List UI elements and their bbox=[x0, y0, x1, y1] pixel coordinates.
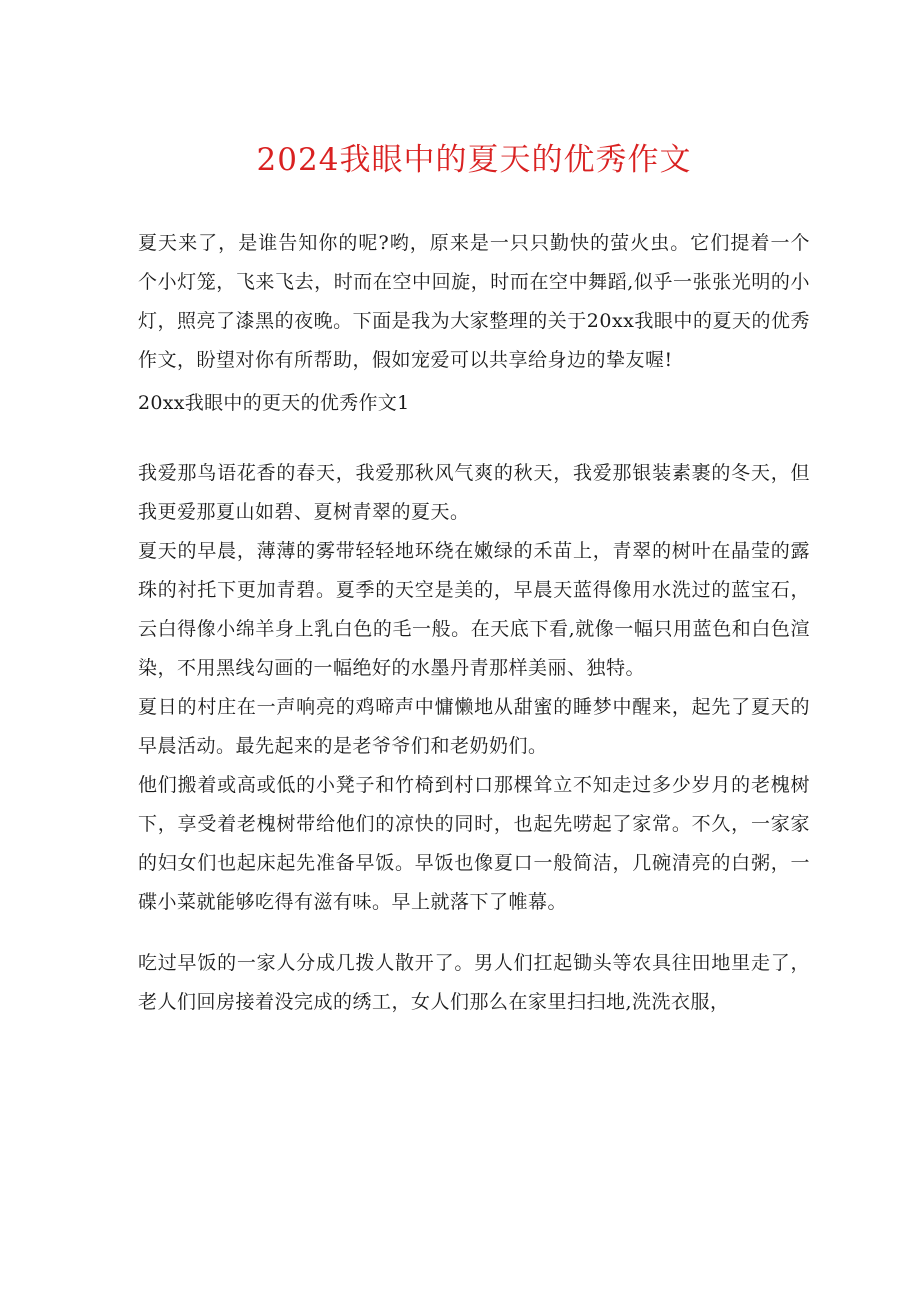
body-paragraph-2: 夏天的早晨，薄薄的雾带轻轻地环绕在嫩绿的禾苗上，青翠的树叶在晶莹的露珠的衬托下更加青碧。夏季的天空是美的，早晨天蓝得像用水洗过的蓝宝石，云白得像小绵羊身上乳白色的毛一般。在天底下看,就像一幅只用蓝色和白色渲染，不用黑线勾画的一幅绝好的水墨丹青那样美丽、独特。 bbox=[138, 540, 810, 679]
body-paragraph-1: 我爱那鸟语花香的春天，我爱那秋风气爽的秋天，我爱那银装素裹的冬天，但我更爱那夏山如碧、夏树青翠的夏天。 bbox=[138, 462, 810, 523]
section-heading: 20xx我眼中的更天的优秀作文1 bbox=[138, 392, 410, 414]
document-title: 2024我眼中的夏天的优秀作文 bbox=[256, 142, 692, 178]
body-paragraph-4: 他们搬着或高或低的小凳子和竹椅到村口那棵耸立不知走过多少岁月的老槐树下，享受着老槐树带给他们的凉快的同时，也起先唠起了家常。不久，一家家的妇女们也起床起先准备早饭。早饭也像夏口一般简洁，几碗清亮的白粥，一碟小菜就能够吃得有滋有味。早上就落下了帷幕。 bbox=[138, 774, 810, 913]
intro-paragraph: 夏天来了，是谁告知你的呢?哟，原来是一只只勤快的萤火虫。它们提着一个个小灯笼，飞来飞去，时而在空中回旋，时而在空中舞蹈,似乎一张张光明的小灯，照亮了漆黑的夜晚。下面是我为大家整理的关于20xx我眼中的夏天的优秀作文，盼望对你有所帮助，假如宠爱可以共享给身边的挚友喔! bbox=[138, 232, 810, 371]
body-paragraph-3: 夏日的村庄在一声响亮的鸡啼声中慵懒地从甜蜜的睡梦中醒来，起先了夏天的早晨活动。最先起来的是老爷爷们和老奶奶们。 bbox=[138, 696, 810, 757]
body-paragraph-5: 吃过早饭的一家人分成几拨人散开了。男人们扛起锄头等农具往田地里走了，老人们回房接着没完成的绣工，女人们那么在家里扫扫地,洗洗衣服， bbox=[138, 952, 810, 1013]
